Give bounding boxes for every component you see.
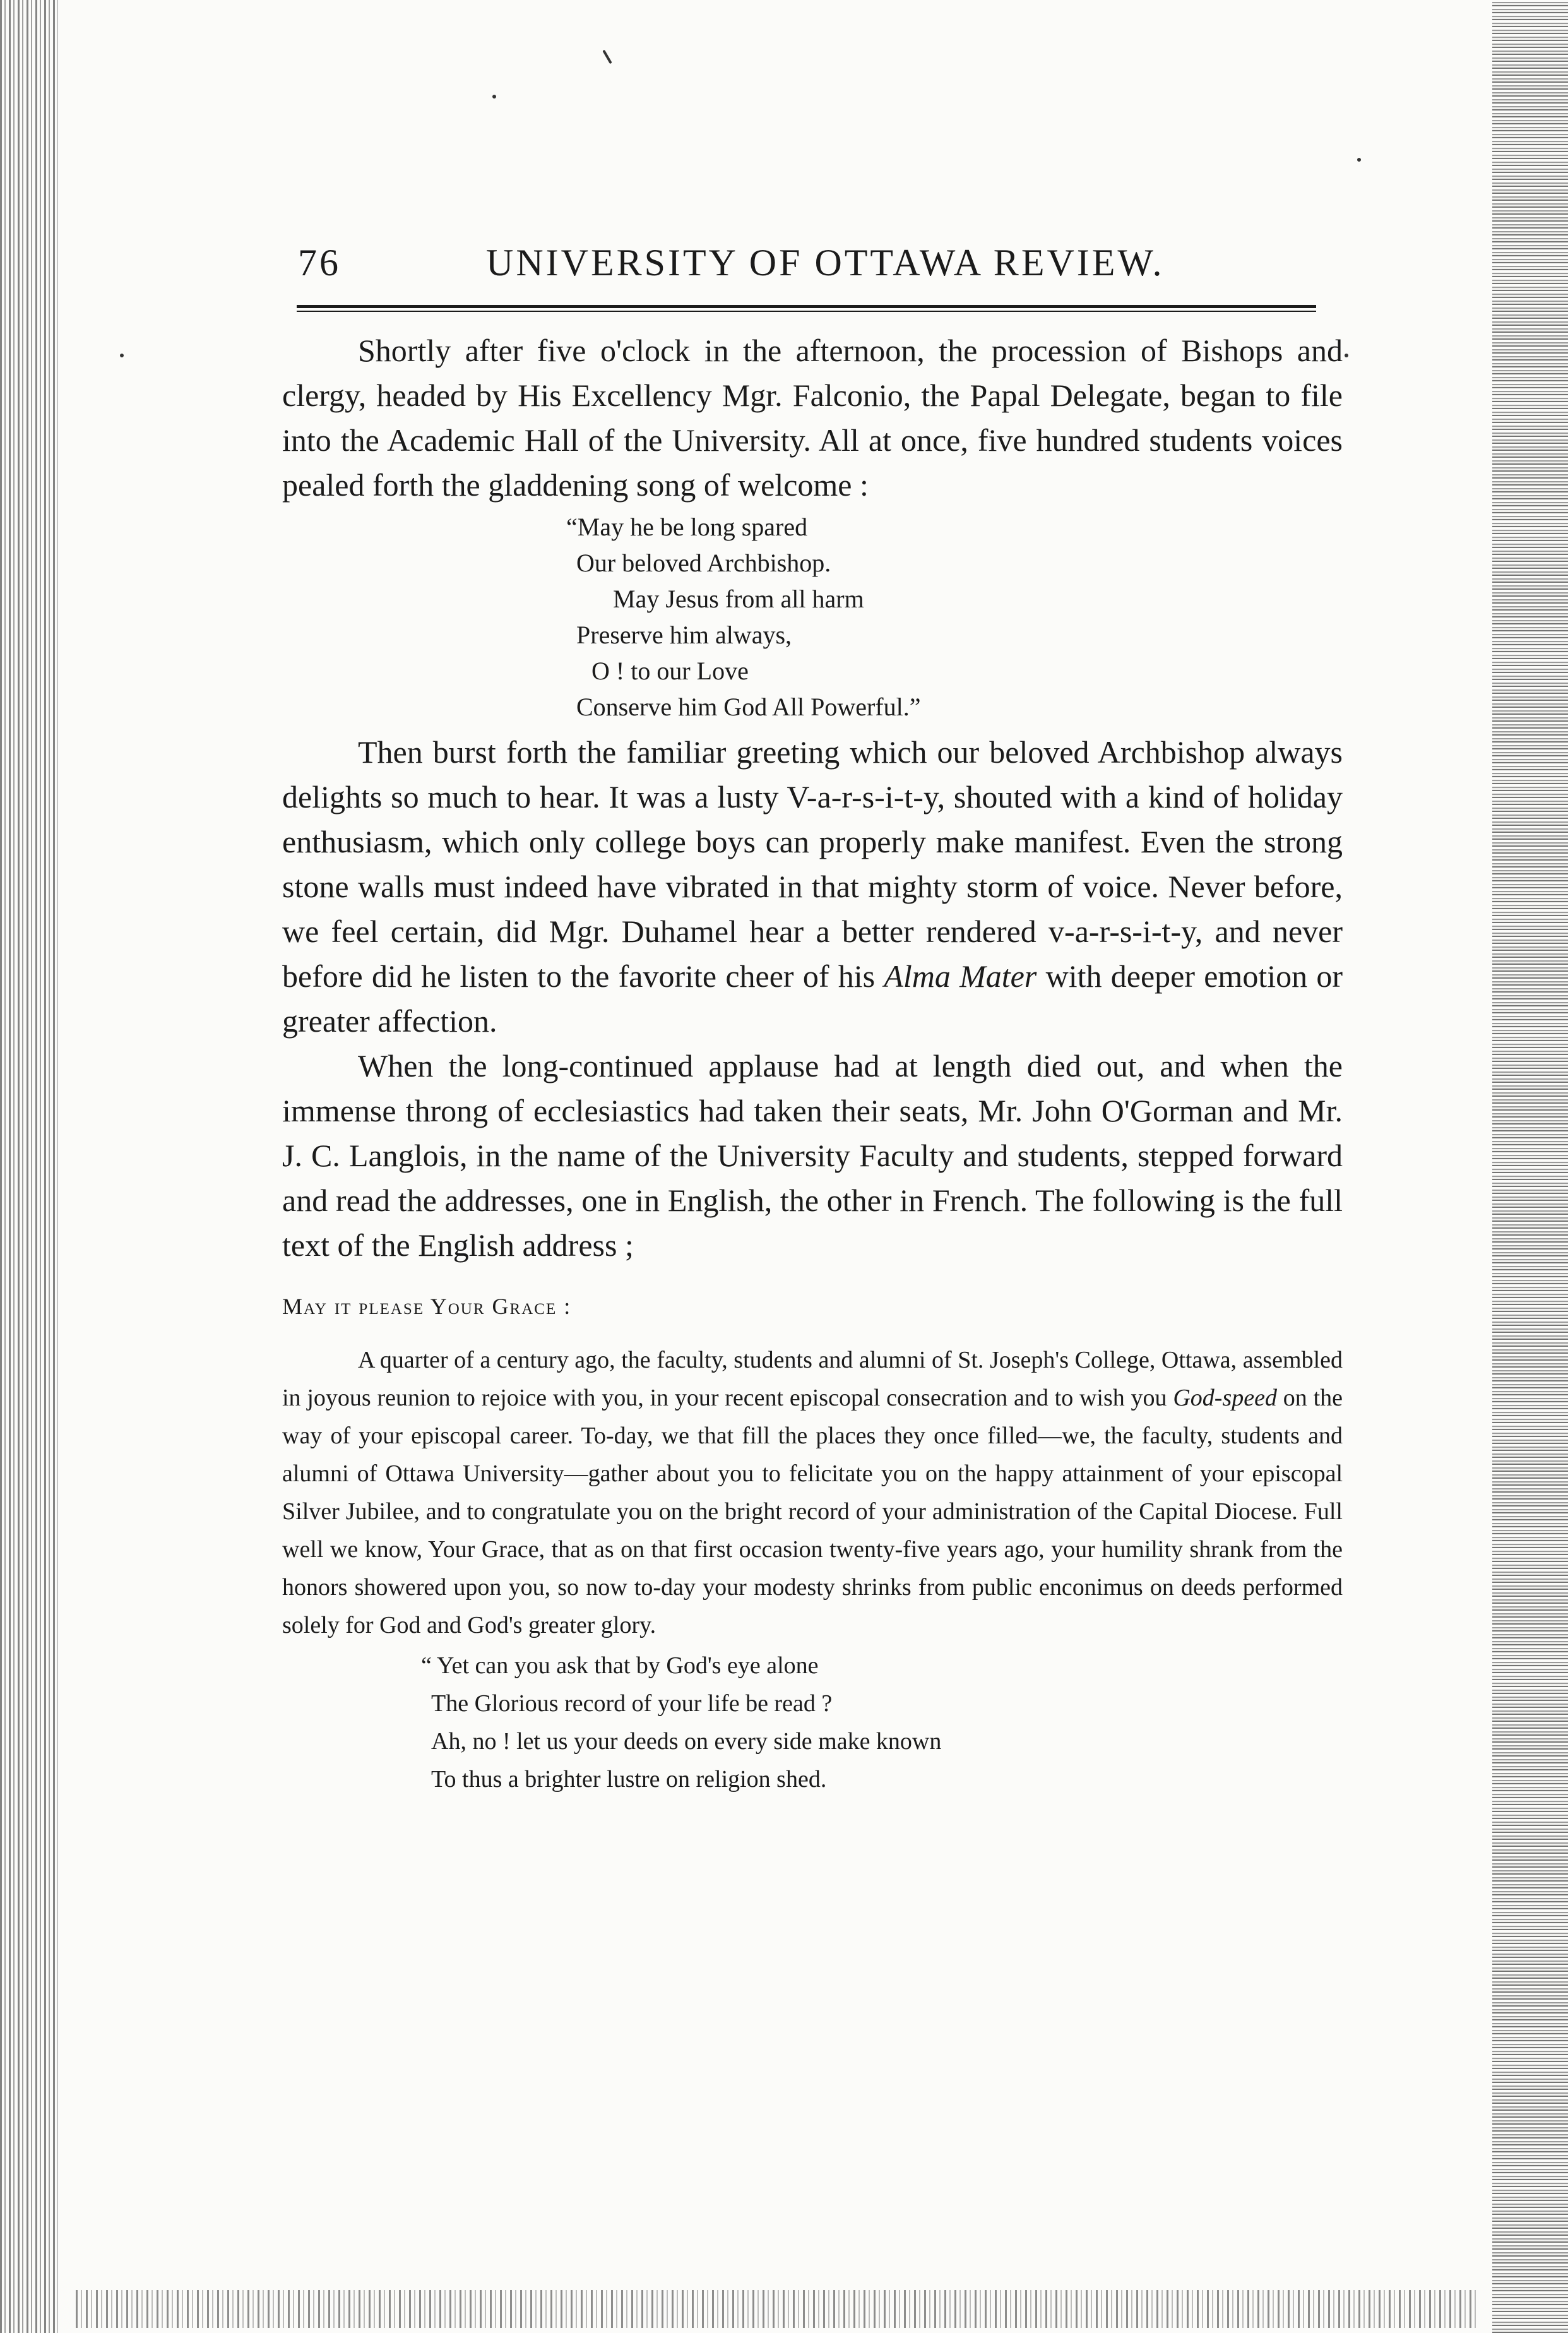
alma-mater-italic: Alma Mater	[884, 958, 1037, 994]
header-rule-thin	[297, 311, 1316, 312]
poem-line: The Glorious record of your life be read ?	[431, 1690, 833, 1717]
article-body	[282, 328, 1343, 1798]
song-line: May Jesus from all harm	[613, 585, 864, 613]
welcome-song	[282, 509, 1343, 725]
paragraph-greeting	[282, 730, 1343, 1044]
song-line: Conserve him God All Powerful.”	[576, 693, 921, 721]
paragraph-greeting-text: Then burst forth the familiar greeting which our beloved Archbishop always delights so much to hear. It was a lusty V-a-r-s-i-t-y, shouted with a kind of holiday enthusiasm, which only college boys can properly make manifest. Even the strong stone walls must indeed have vibrated in that mighty storm of voice. Never before, we feel certain, did Mgr. Duhamel hear a better rendered v-a-r-s-i-t-y, and never before did he listen to the favorite cheer of his	[282, 734, 1343, 994]
song-line: Our beloved Archbishop.	[576, 549, 831, 577]
scan-edge-right	[1492, 0, 1568, 2333]
address-text	[282, 1341, 1343, 1644]
speck	[492, 95, 496, 98]
godspeed-italic: God-speed	[1173, 1385, 1277, 1411]
header-rule	[297, 305, 1316, 308]
address-text-end: on the way of your episcopal career. To-day, we that fill the places they once filled—we, the faculty, students and alumni of Ottawa University—gather about you to felicitate you on the happy attainment of your episcopal Silver Jubilee, and to congratulate you on the bright record of your administration of the Capital Diocese. Full well we know, Your Grace, that as on that first occasion twenty-five years ago, your humility shrank from the honors showered upon you, so now to-day your modesty shrinks from public enconimus on deeds performed solely for God and God's greater glory.	[282, 1385, 1343, 1638]
poem-line: “ Yet can you ask that by God's eye alone	[421, 1652, 819, 1679]
paragraph-procession: Shortly after five o'clock in the afternoon, the procession of Bishops and clergy, headed by His Excellency Mgr. Falconio, the Papal Delegate, began to file into the Academic Hall of the University. All at once, five hundred students voices pealed forth the gladdening song of welcome :	[282, 333, 1343, 503]
address-text-start: A quarter of a century ago, the faculty, students and alumni of St. Joseph's College, Ottawa, assembled in joyous reunion to rejoice with you, in your recent episcopal consecration and to wish you	[282, 1347, 1343, 1411]
poem-line: Ah, no ! let us your deeds on every side make known	[431, 1728, 942, 1755]
speck	[1345, 354, 1348, 357]
speck	[1357, 158, 1361, 162]
speck	[120, 354, 124, 357]
page-number: 76	[298, 242, 341, 283]
song-line: O ! to our Love	[591, 657, 749, 685]
address-salutation: May it please Your Grace :	[282, 1294, 572, 1319]
poem-quote	[282, 1647, 1343, 1798]
running-header	[297, 239, 1319, 295]
speck	[602, 50, 612, 64]
scan-edge-left	[0, 0, 58, 2333]
scan-edge-bottom	[76, 2290, 1480, 2328]
paragraph-greeting-end: with deeper emotion or greater affection.	[282, 958, 1343, 1039]
paragraph-addresses: When the long-continued applause had at length died out, and when the immense throng of ecclesiastics had taken their seats, Mr. John O'Gorman and Mr. J. C. Langlois, in the name of the University Faculty and students, stepped forward and read the addresses, one in English, the other in French. The following is the full text of the English address ;	[282, 1048, 1343, 1263]
song-line: Preserve him always,	[576, 621, 792, 649]
poem-line: To thus a brighter lustre on religion shed.	[431, 1766, 827, 1793]
journal-title: UNIVERSITY OF OTTAWA REVIEW.	[486, 242, 1165, 283]
song-line: “May he be long spared	[566, 513, 808, 541]
